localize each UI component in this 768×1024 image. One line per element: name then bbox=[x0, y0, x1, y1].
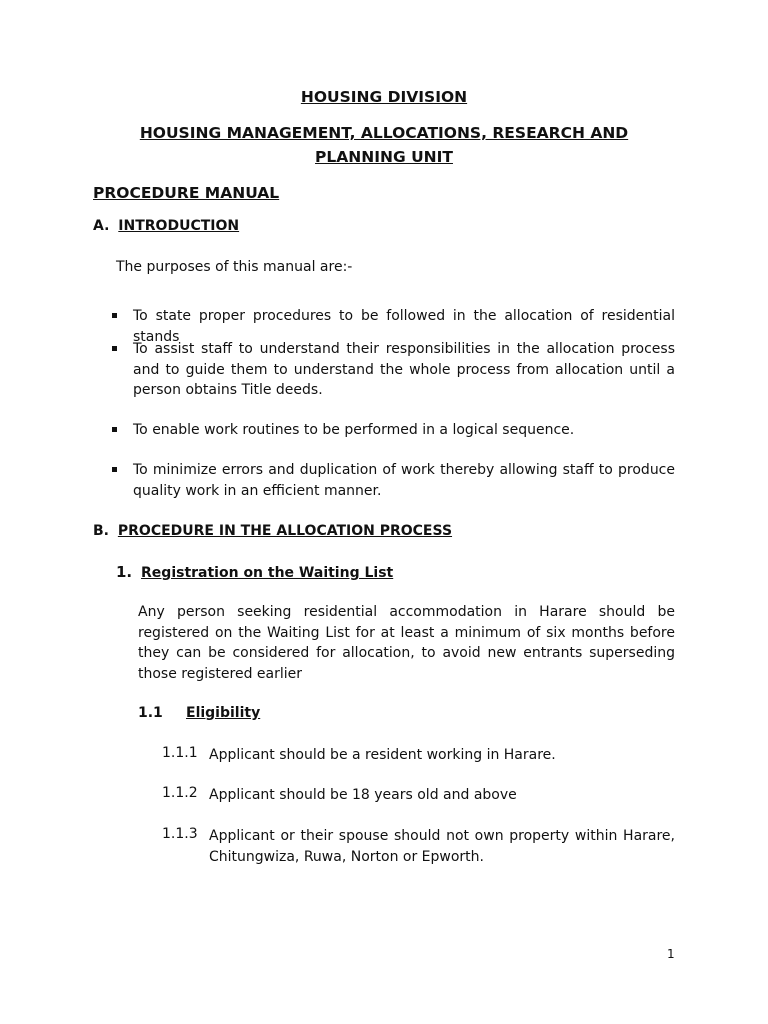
item-number: 1.1.1 bbox=[162, 745, 198, 761]
subsection-1-title: Registration on the Waiting List bbox=[141, 565, 394, 581]
subsection-1-1-title: Eligibility bbox=[186, 705, 261, 721]
eligibility-item bbox=[162, 826, 675, 867]
subsection-1-text: Any person seeking residential accommodation in Harare should be registered on the Waiting List for at least a minimum of six months before they can be considered for allocation, to avoid new entrants superseding those registered earlier bbox=[138, 604, 675, 682]
section-b-letter: B. bbox=[93, 523, 109, 539]
unit-title-line2: PLANNING UNIT bbox=[315, 148, 453, 166]
section-a-heading bbox=[93, 218, 239, 234]
eligibility-item bbox=[162, 745, 675, 766]
eligibility-item bbox=[162, 785, 675, 806]
list-item bbox=[112, 460, 675, 501]
unit-title-line1: HOUSING MANAGEMENT, ALLOCATIONS, RESEARCH AND bbox=[139, 124, 629, 142]
bullet-icon bbox=[112, 346, 117, 351]
bullet-text: To minimize errors and duplication of work thereby allowing staff to produce quality work in an efficient manner. bbox=[133, 462, 675, 499]
subsection-1-1-heading bbox=[138, 705, 261, 721]
subsection-1-heading bbox=[116, 563, 393, 581]
bullet-icon bbox=[112, 313, 117, 318]
bullet-text: To state proper procedures to be followed in the allocation of residential stands bbox=[133, 308, 675, 345]
item-number: 1.1.3 bbox=[162, 826, 198, 842]
intro-text: The purposes of this manual are:- bbox=[116, 259, 353, 275]
manual-heading: PROCEDURE MANUAL bbox=[93, 184, 280, 202]
item-number: 1.1.2 bbox=[162, 785, 198, 801]
section-a-title: INTRODUCTION bbox=[118, 218, 240, 234]
bullet-icon bbox=[112, 427, 117, 432]
subsection-1-number: 1. bbox=[116, 563, 133, 581]
bullet-icon bbox=[112, 467, 117, 472]
division-title: HOUSING DIVISION bbox=[300, 88, 468, 106]
bullet-text: To enable work routines to be performed in a logical sequence. bbox=[133, 422, 575, 438]
list-item bbox=[112, 420, 675, 441]
subsection-1-1-number: 1.1 bbox=[138, 705, 163, 721]
list-item bbox=[112, 339, 675, 401]
section-b-heading bbox=[93, 523, 452, 539]
section-b-title: PROCEDURE IN THE ALLOCATION PROCESS bbox=[117, 523, 453, 539]
item-text: Applicant should be a resident working in Harare. bbox=[209, 747, 556, 763]
bullet-text: To assist staff to understand their responsibilities in the allocation process and to guide them to understand the whole process from allocation until a person obtains Title deeds. bbox=[133, 341, 675, 398]
section-a-letter: A. bbox=[93, 218, 110, 234]
page-number: 1 bbox=[667, 947, 675, 961]
item-text: Applicant should be 18 years old and above bbox=[209, 787, 517, 803]
item-text: Applicant or their spouse should not own property within Harare, Chitungwiza, Ruwa, Norton or Epworth. bbox=[209, 828, 675, 865]
